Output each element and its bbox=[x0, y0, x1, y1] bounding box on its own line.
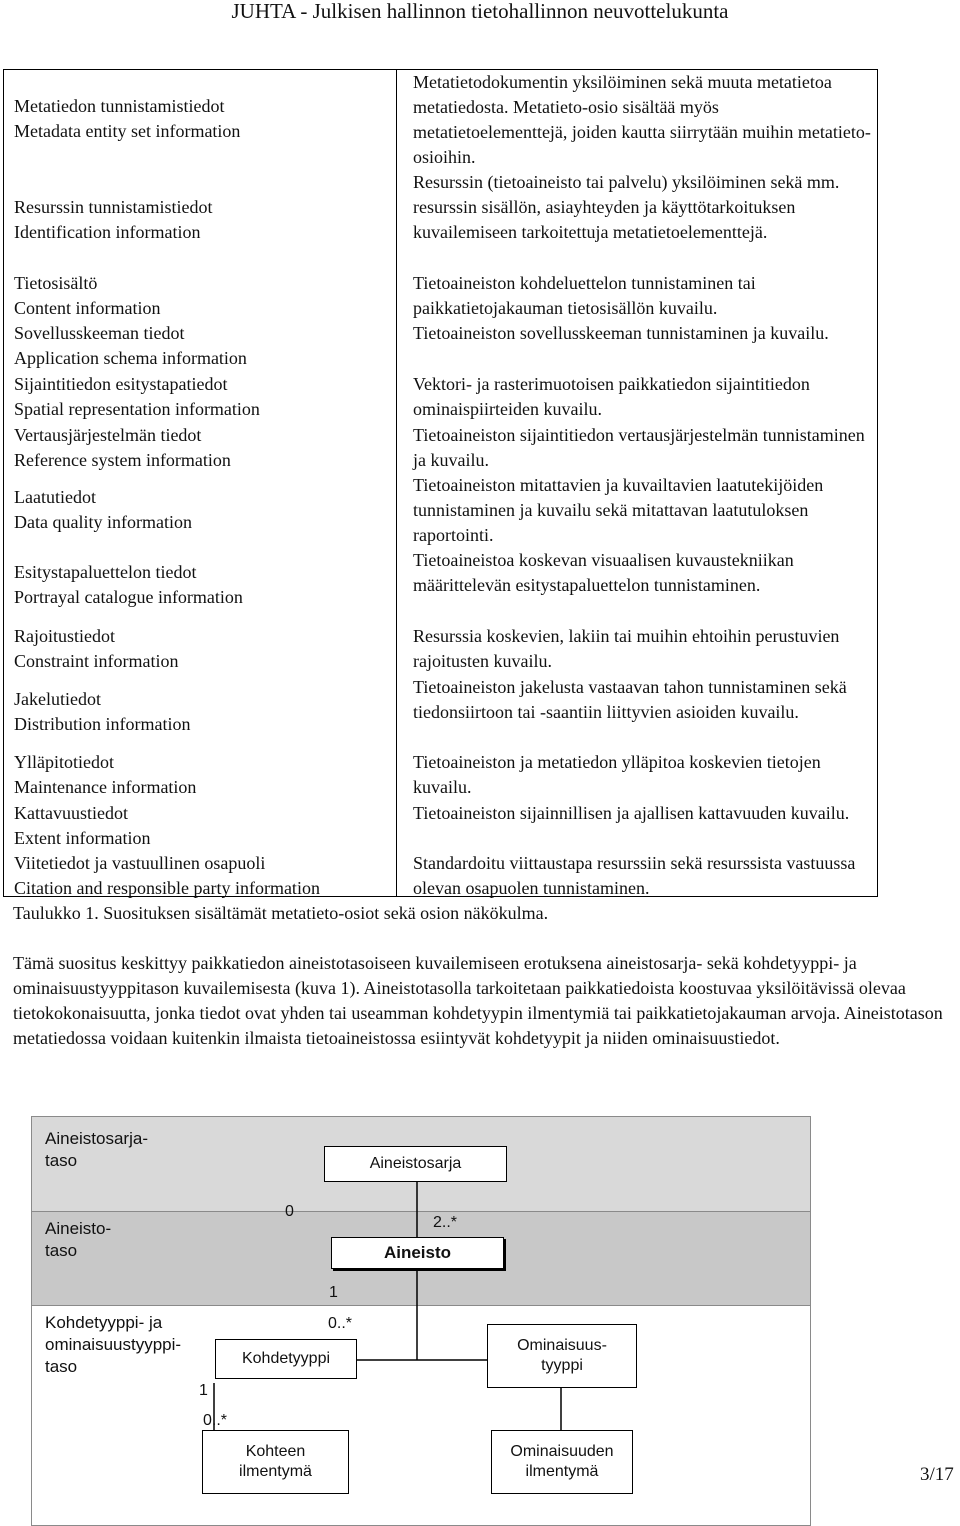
table-row-section bbox=[14, 195, 389, 245]
section-description: Tietoaineiston mitattavien ja kuvailtavien laatutekijöiden tunnistaminen ja kuvailu sekä mitattavan laatutuloksen raportointi. bbox=[413, 475, 824, 545]
table-row-section bbox=[14, 372, 389, 422]
section-name-fi: Rajoitustiedot bbox=[14, 626, 115, 646]
table-row-section bbox=[14, 560, 389, 610]
ominaisuustyyppi-box: Ominaisuus- tyyppi bbox=[487, 1324, 637, 1388]
band-label-series: Aineistosarja- taso bbox=[45, 1129, 148, 1170]
section-name-fi: Jakelutiedot bbox=[14, 689, 101, 709]
page-header: JUHTA - Julkisen hallinnon tietohallinnon neuvottelukunta bbox=[231, 0, 729, 23]
multiplicity-label: 0..* bbox=[203, 1412, 228, 1429]
table-column-divider bbox=[396, 70, 397, 896]
table-row-section bbox=[14, 801, 389, 851]
section-name-fi: Esitystapaluettelon tiedot bbox=[14, 562, 197, 582]
section-name-fi: Metatiedon tunnistamistiedot bbox=[14, 96, 225, 116]
multiplicity-label: 2..* bbox=[433, 1214, 458, 1231]
page-number: 3/17 bbox=[920, 1464, 954, 1485]
section-name-fi: Ylläpitotiedot bbox=[14, 752, 114, 772]
metadata-sections-table bbox=[3, 69, 878, 897]
section-name-fi: Laatutiedot bbox=[14, 487, 96, 507]
section-description: Tietoaineistoa koskevan visuaalisen kuvaustekniikan määrittelevän esitystapaluettelon tunnistaminen. bbox=[413, 550, 794, 595]
kohteen-ilmentyma-box: Kohteen ilmentymä bbox=[202, 1430, 349, 1494]
section-name-en: Identification information bbox=[14, 222, 201, 242]
multiplicity-label: 0..* bbox=[328, 1315, 353, 1332]
kohdetyyppi-box: Kohdetyyppi bbox=[215, 1339, 357, 1379]
table-row-section bbox=[14, 851, 389, 901]
table-row-section bbox=[14, 423, 389, 473]
section-name-en: Content information bbox=[14, 298, 161, 318]
section-name-fi: Resurssin tunnistamistiedot bbox=[14, 197, 213, 217]
section-description: Metatietodokumentin yksilöiminen sekä muuta metatietoa metatiedosta. Metatieto-osio sisältää myös metatietoelementtejä, joiden kautta siirrytään muihin metatieto-osioihin. bbox=[413, 72, 871, 167]
section-name-en: Reference system information bbox=[14, 450, 231, 470]
table-row-section bbox=[14, 94, 389, 144]
body-paragraph: Tämä suositus keskittyy paikkatiedon aineistotasoiseen kuvailemiseen erotuksena aineistosarja- sekä kohdetyyppi- ja ominaisuustyyppitason kuvailemisesta (kuva 1). Aineistotasolla tarkoitetaan paikkatiedoista koostuvaa yksilöitävissä olevaa tietokokonaisuutta, jonka tiedot ovat yhden tai useamman kohdetyypin ilmentymiä tai paikkatietojakauman arvoja. Aineistotason metatiedossa voidaan kuitenkin ilmaista tietoaineistossa esiintyvät kohdetyypit ja niiden ominaisuustiedot. bbox=[13, 953, 943, 1048]
aineistosarja-box: Aineistosarja bbox=[324, 1146, 507, 1182]
section-name-en: Metadata entity set information bbox=[14, 121, 241, 141]
section-description: Standardoitu viittaustapa resurssiin sekä resurssista vastuussa olevan osapuolen tunnistaminen. bbox=[413, 853, 856, 898]
section-description: Resurssia koskevien, lakiin tai muihin ehtoihin perustuvien rajoitusten kuvailu. bbox=[413, 626, 840, 671]
section-name-fi: Sijaintitiedon esitystapatiedot bbox=[14, 374, 228, 394]
aineisto-box: Aineisto bbox=[331, 1237, 504, 1269]
multiplicity-label: 1 bbox=[329, 1284, 338, 1301]
section-description: Vektori- ja rasterimuotoisen paikkatiedon sijaintitiedon ominaispiirteiden kuvailu. bbox=[413, 374, 810, 419]
section-name-fi: Vertausjärjestelmän tiedot bbox=[14, 425, 202, 445]
section-name-en: Constraint information bbox=[14, 651, 179, 671]
table-caption: Taulukko 1. Suosituksen sisältämät metatieto-osiot sekä osion näkökulma. bbox=[13, 903, 549, 923]
section-name-en: Extent information bbox=[14, 828, 151, 848]
section-description: Tietoaineiston ja metatiedon ylläpitoa koskevien tietojen kuvailu. bbox=[413, 752, 821, 797]
ominaisuuden-ilmentyma-box: Ominaisuuden ilmentymä bbox=[491, 1430, 633, 1494]
section-name-fi: Sovellusskeeman tiedot bbox=[14, 323, 185, 343]
section-name-en: Spatial representation information bbox=[14, 399, 260, 419]
section-description: Tietoaineiston jakelusta vastaavan tahon tunnistaminen sekä tiedonsiirtoon tai -saantiin liittyvien asioiden kuvailu. bbox=[413, 677, 847, 722]
section-name-en: Application schema information bbox=[14, 348, 247, 368]
table-row-section bbox=[14, 624, 389, 674]
band-label-type: Kohdetyyppi- ja ominaisuustyyppi- taso bbox=[45, 1313, 182, 1376]
band-label-dataset: Aineisto- taso bbox=[45, 1219, 112, 1260]
section-description: Tietoaineiston sijaintitiedon vertausjärjestelmän tunnistaminen ja kuvailu. bbox=[413, 425, 865, 470]
section-name-fi: Viitetiedot ja vastuullinen osapuoli bbox=[14, 853, 266, 873]
table-row-section bbox=[14, 750, 389, 800]
section-name-en: Portrayal catalogue information bbox=[14, 587, 243, 607]
section-name-en: Citation and responsible party information bbox=[14, 878, 320, 898]
section-description: Resurssin (tietoaineisto tai palvelu) yksilöiminen sekä mm. resurssin sisällön, asiayhteyden ja käyttötarkoituksen kuvailemiseen tarkoitettuja metatietoelementtejä. bbox=[413, 172, 840, 242]
section-name-en: Data quality information bbox=[14, 512, 192, 532]
table-row-section bbox=[14, 485, 389, 535]
section-name-fi: Tietosisältö bbox=[14, 273, 98, 293]
table-row-section bbox=[14, 687, 389, 737]
multiplicity-label: 1 bbox=[199, 1382, 208, 1399]
section-description: Tietoaineiston kohdeluettelon tunnistaminen tai paikkatietojakauman tietosisällön kuvailu. bbox=[413, 273, 756, 318]
metadata-level-diagram bbox=[31, 1116, 809, 1526]
table-row-section bbox=[14, 271, 389, 321]
table-row-section bbox=[14, 321, 389, 371]
section-name-fi: Kattavuustiedot bbox=[14, 803, 128, 823]
multiplicity-label: 0 bbox=[285, 1203, 294, 1220]
section-name-en: Distribution information bbox=[14, 714, 191, 734]
section-name-en: Maintenance information bbox=[14, 777, 197, 797]
section-description: Tietoaineiston sovellusskeeman tunnistaminen ja kuvailu. bbox=[413, 323, 829, 343]
section-description: Tietoaineiston sijainnillisen ja ajallisen kattavuuden kuvailu. bbox=[413, 803, 850, 823]
